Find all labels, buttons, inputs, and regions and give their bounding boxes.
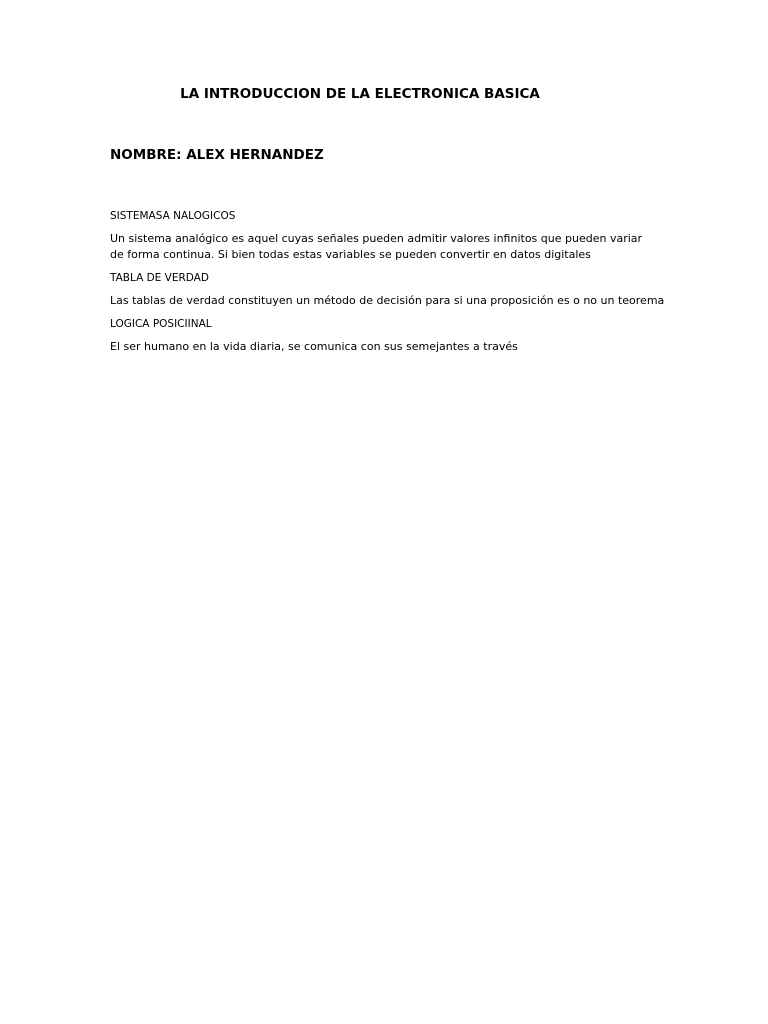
section-text-truth-table: Las tablas de verdad constituyen un método de decisión para si una proposición es o no un teorema: [110, 294, 665, 307]
document-body: [110, 208, 665, 362]
section-heading-truth-table: TABLA DE VERDAD: [110, 272, 209, 284]
author-name: NOMBRE: ALEX HERNANDEZ: [110, 147, 324, 163]
section-text-analog-systems: Un sistema analógico es aquel cuyas señales pueden admitir valores infinitos que pueden variar de forma continua. Si bien todas estas variables se pueden convertir en datos digitales: [110, 232, 643, 261]
document-title: LA INTRODUCCION DE LA ELECTRONICA BASICA: [180, 86, 540, 102]
section-text-positional-logic: El ser humano en la vida diaria, se comunica con sus semejantes a través: [110, 340, 518, 353]
section-heading-analog-systems: SISTEMASA NALOGICOS: [110, 210, 236, 222]
section-heading-positional-logic: LOGICA POSICIINAL: [110, 318, 212, 330]
